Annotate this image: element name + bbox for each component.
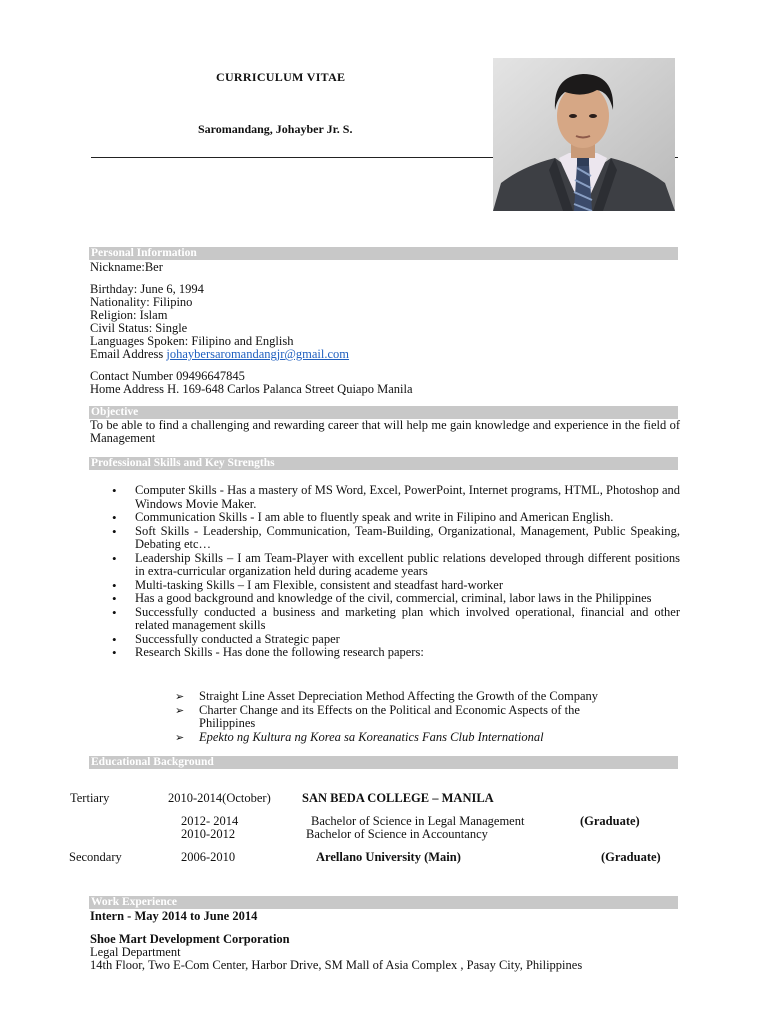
research-paper-item <box>175 731 630 745</box>
birthday: Birthday: June 6, 1994 <box>90 282 204 296</box>
applicant-name: Saromandang, Johayber Jr. S. <box>198 122 353 136</box>
email-line <box>90 348 349 361</box>
civil-status: Civil Status: Single <box>90 321 188 335</box>
research-papers-list <box>175 690 630 744</box>
degree2-years: 2010-2012 <box>181 827 236 841</box>
research-paper-item: ➢ Straight Line Asset Depreciation Method Affecting the Growth of the Company <box>175 690 630 704</box>
skills-list <box>90 484 680 660</box>
secondary-school: Arellano University (Main) <box>316 850 461 864</box>
section-header-education: Educational Background <box>89 756 678 769</box>
email-label: Email Address <box>90 347 167 361</box>
section-header-objective: Objective <box>89 406 678 419</box>
list-item: • Successfully conducted a business and marketing plan which involved operational, financial and other related management skills <box>90 606 680 633</box>
nationality: Nationality: Filipino <box>90 295 193 309</box>
list-item: • Research Skills - Has done the following research papers: <box>90 646 680 660</box>
work-address: 14th Floor, Two E-Com Center, Harbor Drive, SM Mall of Asia Complex , Pasay City, Philippines <box>90 958 583 972</box>
work-position: Intern - May 2014 to June 2014 <box>90 909 258 923</box>
profile-photo <box>493 58 675 211</box>
degree1-name: Bachelor of Science in Legal Management <box>311 814 525 828</box>
email-link[interactable]: johaybersaromandangjr@gmail.com <box>166 347 350 361</box>
research-paper-title: Epekto ng Kultura ng Korea sa Koreanatics Fans Club International <box>199 729 544 744</box>
degree1-status: (Graduate) <box>580 814 640 828</box>
home-address: Home Address H. 169-648 Carlos Palanca Street Quiapo Manila <box>90 382 413 396</box>
contact-number: Contact Number 09496647845 <box>90 369 245 383</box>
degree1-years: 2012- 2014 <box>181 814 239 828</box>
work-company: Shoe Mart Development Corporation <box>90 932 290 946</box>
work-department: Legal Department <box>90 945 181 959</box>
portrait-image <box>493 58 675 211</box>
document-title: CURRICULUM VITAE <box>216 70 346 84</box>
tertiary-school: SAN BEDA COLLEGE – MANILA <box>302 791 494 805</box>
list-item: • Communication Skills - I am able to fluently speak and write in Filipino and American English. <box>90 511 680 525</box>
secondary-label: Secondary <box>69 850 122 864</box>
section-header-personal-information: Personal Information <box>89 247 678 260</box>
list-item: • Computer Skills - Has a mastery of MS Word, Excel, PowerPoint, Internet programs, HTML, Photoshop and Windows Movie Maker. <box>90 484 680 511</box>
tertiary-years: 2010-2014(October) <box>168 791 271 805</box>
section-header-skills: Professional Skills and Key Strengths <box>89 457 678 470</box>
religion: Religion: Islam <box>90 308 168 322</box>
objective-text: To be able to find a challenging and rewarding career that will help me gain knowledge and experience in the field of Management <box>90 418 680 445</box>
secondary-status: (Graduate) <box>601 850 661 864</box>
degree2-name: Bachelor of Science in Accountancy <box>306 827 488 841</box>
secondary-years: 2006-2010 <box>181 850 236 864</box>
languages-spoken: Languages Spoken: Filipino and English <box>90 334 294 348</box>
section-header-work-experience: Work Experience <box>89 896 678 909</box>
research-paper-item: ➢ Charter Change and its Effects on the Political and Economic Aspects of the Philippines <box>175 704 630 731</box>
list-item: • Successfully conducted a Strategic paper <box>90 633 680 647</box>
list-item: • Has a good background and knowledge of the civil, commercial, criminal, labor laws in the Philippines <box>90 592 680 606</box>
list-item: • Leadership Skills – I am Team-Player with excellent public relations developed through different positions in extra-curricular organization held during academe years <box>90 552 680 579</box>
list-item: • Multi-tasking Skills – I am Flexible, consistent and steadfast hard-worker <box>90 579 680 593</box>
list-item: • Soft Skills - Leadership, Communication, Team-Building, Organizational, Management, Public Speaking, Debating etc… <box>90 525 680 552</box>
nickname: Nickname:Ber <box>90 260 163 274</box>
tertiary-label: Tertiary <box>70 791 110 805</box>
